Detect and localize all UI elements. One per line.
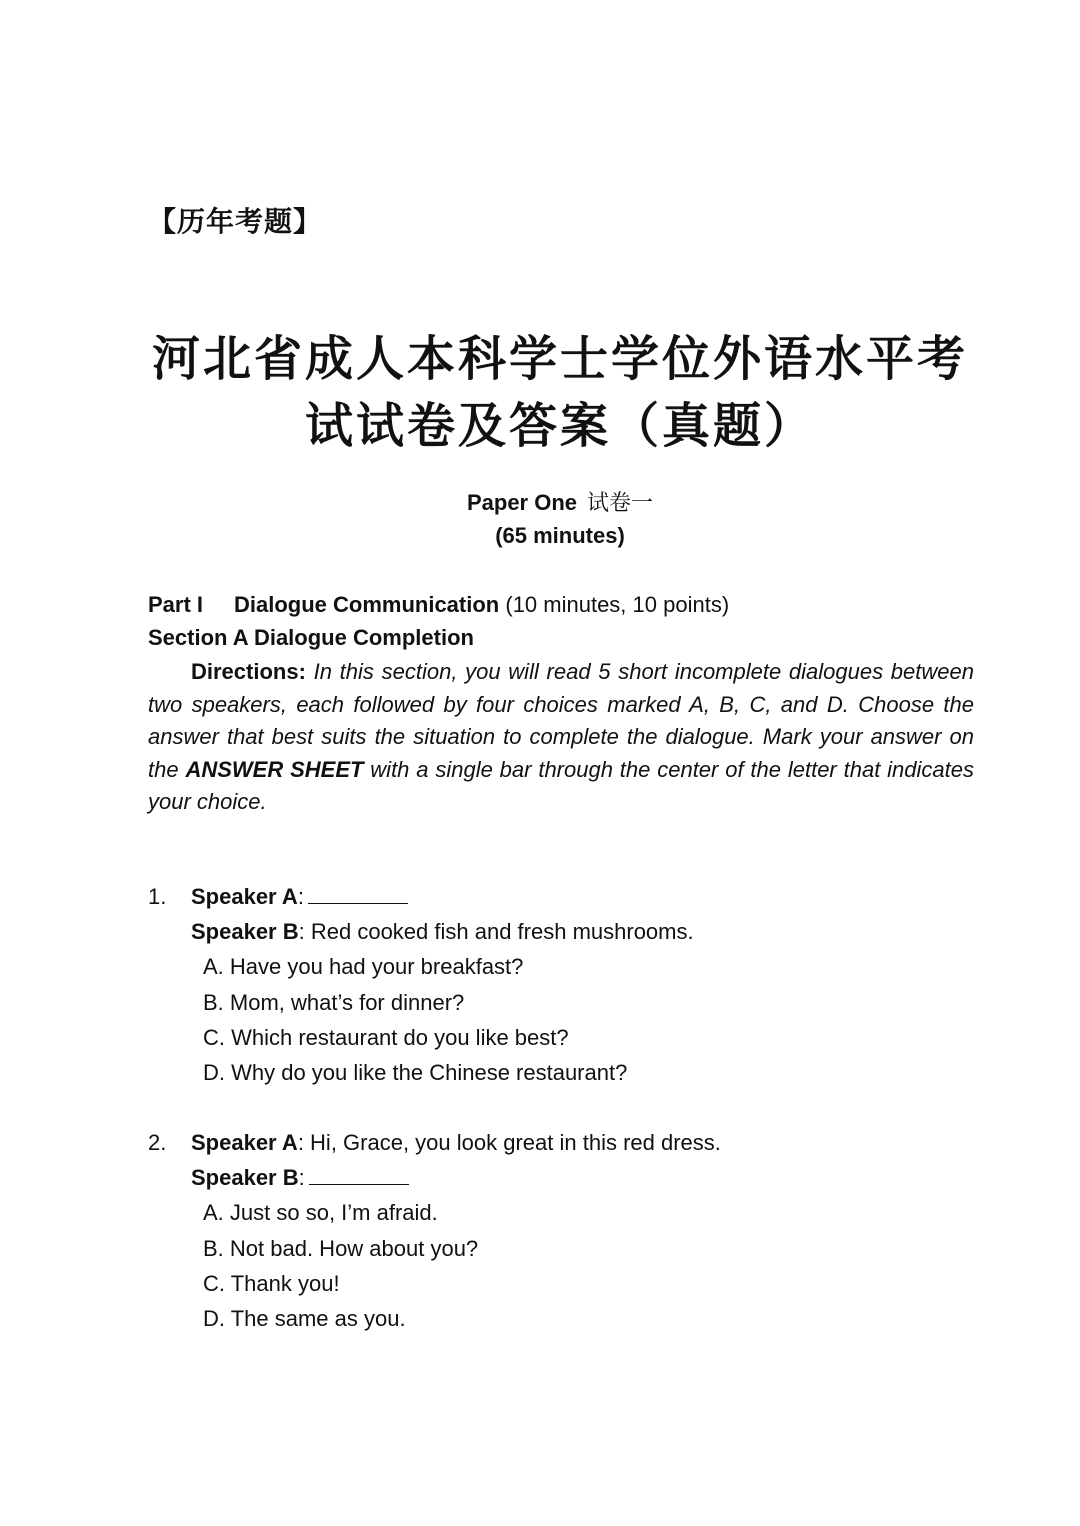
paper-heading <box>0 486 1080 517</box>
option-b: B. Not bad. How about you? <box>203 1235 479 1261</box>
question-1: 1. Speaker A: Speaker B: Red cooked fish and fresh mushrooms. A. Have you had your breakfast? B. Mom, what’s for dinner? C. Which restaurant do you like best? D. Why do you like the Chinese restaurant? <box>148 879 1008 1090</box>
option-d: D. The same as you. <box>203 1305 406 1331</box>
option-a: A. Just so so, I’m afraid. <box>203 1200 438 1226</box>
question-number: 2. <box>148 1130 167 1155</box>
directions-paragraph <box>148 656 974 819</box>
part-heading <box>148 592 729 618</box>
speaker-b-label: Speaker B <box>191 1165 299 1191</box>
section-heading: Section A Dialogue Completion <box>148 625 474 650</box>
speaker-a-label: Speaker A <box>191 884 298 909</box>
exam-category-tag: 【历年考题】 <box>148 205 323 238</box>
directions-label: Directions: <box>191 659 306 684</box>
answer-blank <box>308 881 408 904</box>
part-number: Part I <box>148 592 204 617</box>
answer-blank <box>309 1162 409 1185</box>
question-2: 2. Speaker A: Hi, Grace, you look great in this red dress. Speaker B: A. Just so so, I’m afraid. B. Not bad. How about you? C. Thank you! D. The same as you. <box>148 1125 1008 1336</box>
document-title-line-1: 河北省成人本科学士学位外语水平考 <box>151 331 968 387</box>
part-info: (10 minutes, 10 points) <box>499 592 730 617</box>
document-title-line-2: 试试卷及答案（真题） <box>304 398 815 454</box>
part-name: Dialogue Communication <box>234 592 500 617</box>
paper-name-cn: 试卷一 <box>587 491 654 516</box>
directions-text: In this section, you will read 5 short incomplete dialogues between two speakers, each followed by four choices marked A, B, C, and D. Choose the answer that best suits the situation to complete the dialogue. Mark your answer on the <box>148 659 974 782</box>
question-number: 1. <box>148 884 167 909</box>
paper-name: Paper One <box>466 490 578 515</box>
speaker-b-label: Speaker B <box>191 919 299 945</box>
speaker-b-text: Red cooked fish and fresh mushrooms. <box>310 919 694 945</box>
option-b: B. Mom, what’s for dinner? <box>203 989 465 1015</box>
option-a: A. Have you had your breakfast? <box>203 954 524 980</box>
speaker-a-text: Hi, Grace, you look great in this red dress. <box>310 1130 721 1155</box>
option-c: C. Thank you! <box>203 1270 340 1296</box>
speaker-a-label: Speaker A <box>191 1130 298 1155</box>
answer-sheet-emphasis: ANSWER SHEET <box>185 756 364 782</box>
paper-duration: (65 minutes) <box>495 523 625 548</box>
option-d: D. Why do you like the Chinese restaurant? <box>203 1059 628 1085</box>
directions-text-end: with a single bar through the center of the letter that indicates your choice. <box>148 756 974 814</box>
option-c: C. Which restaurant do you like best? <box>203 1024 569 1050</box>
